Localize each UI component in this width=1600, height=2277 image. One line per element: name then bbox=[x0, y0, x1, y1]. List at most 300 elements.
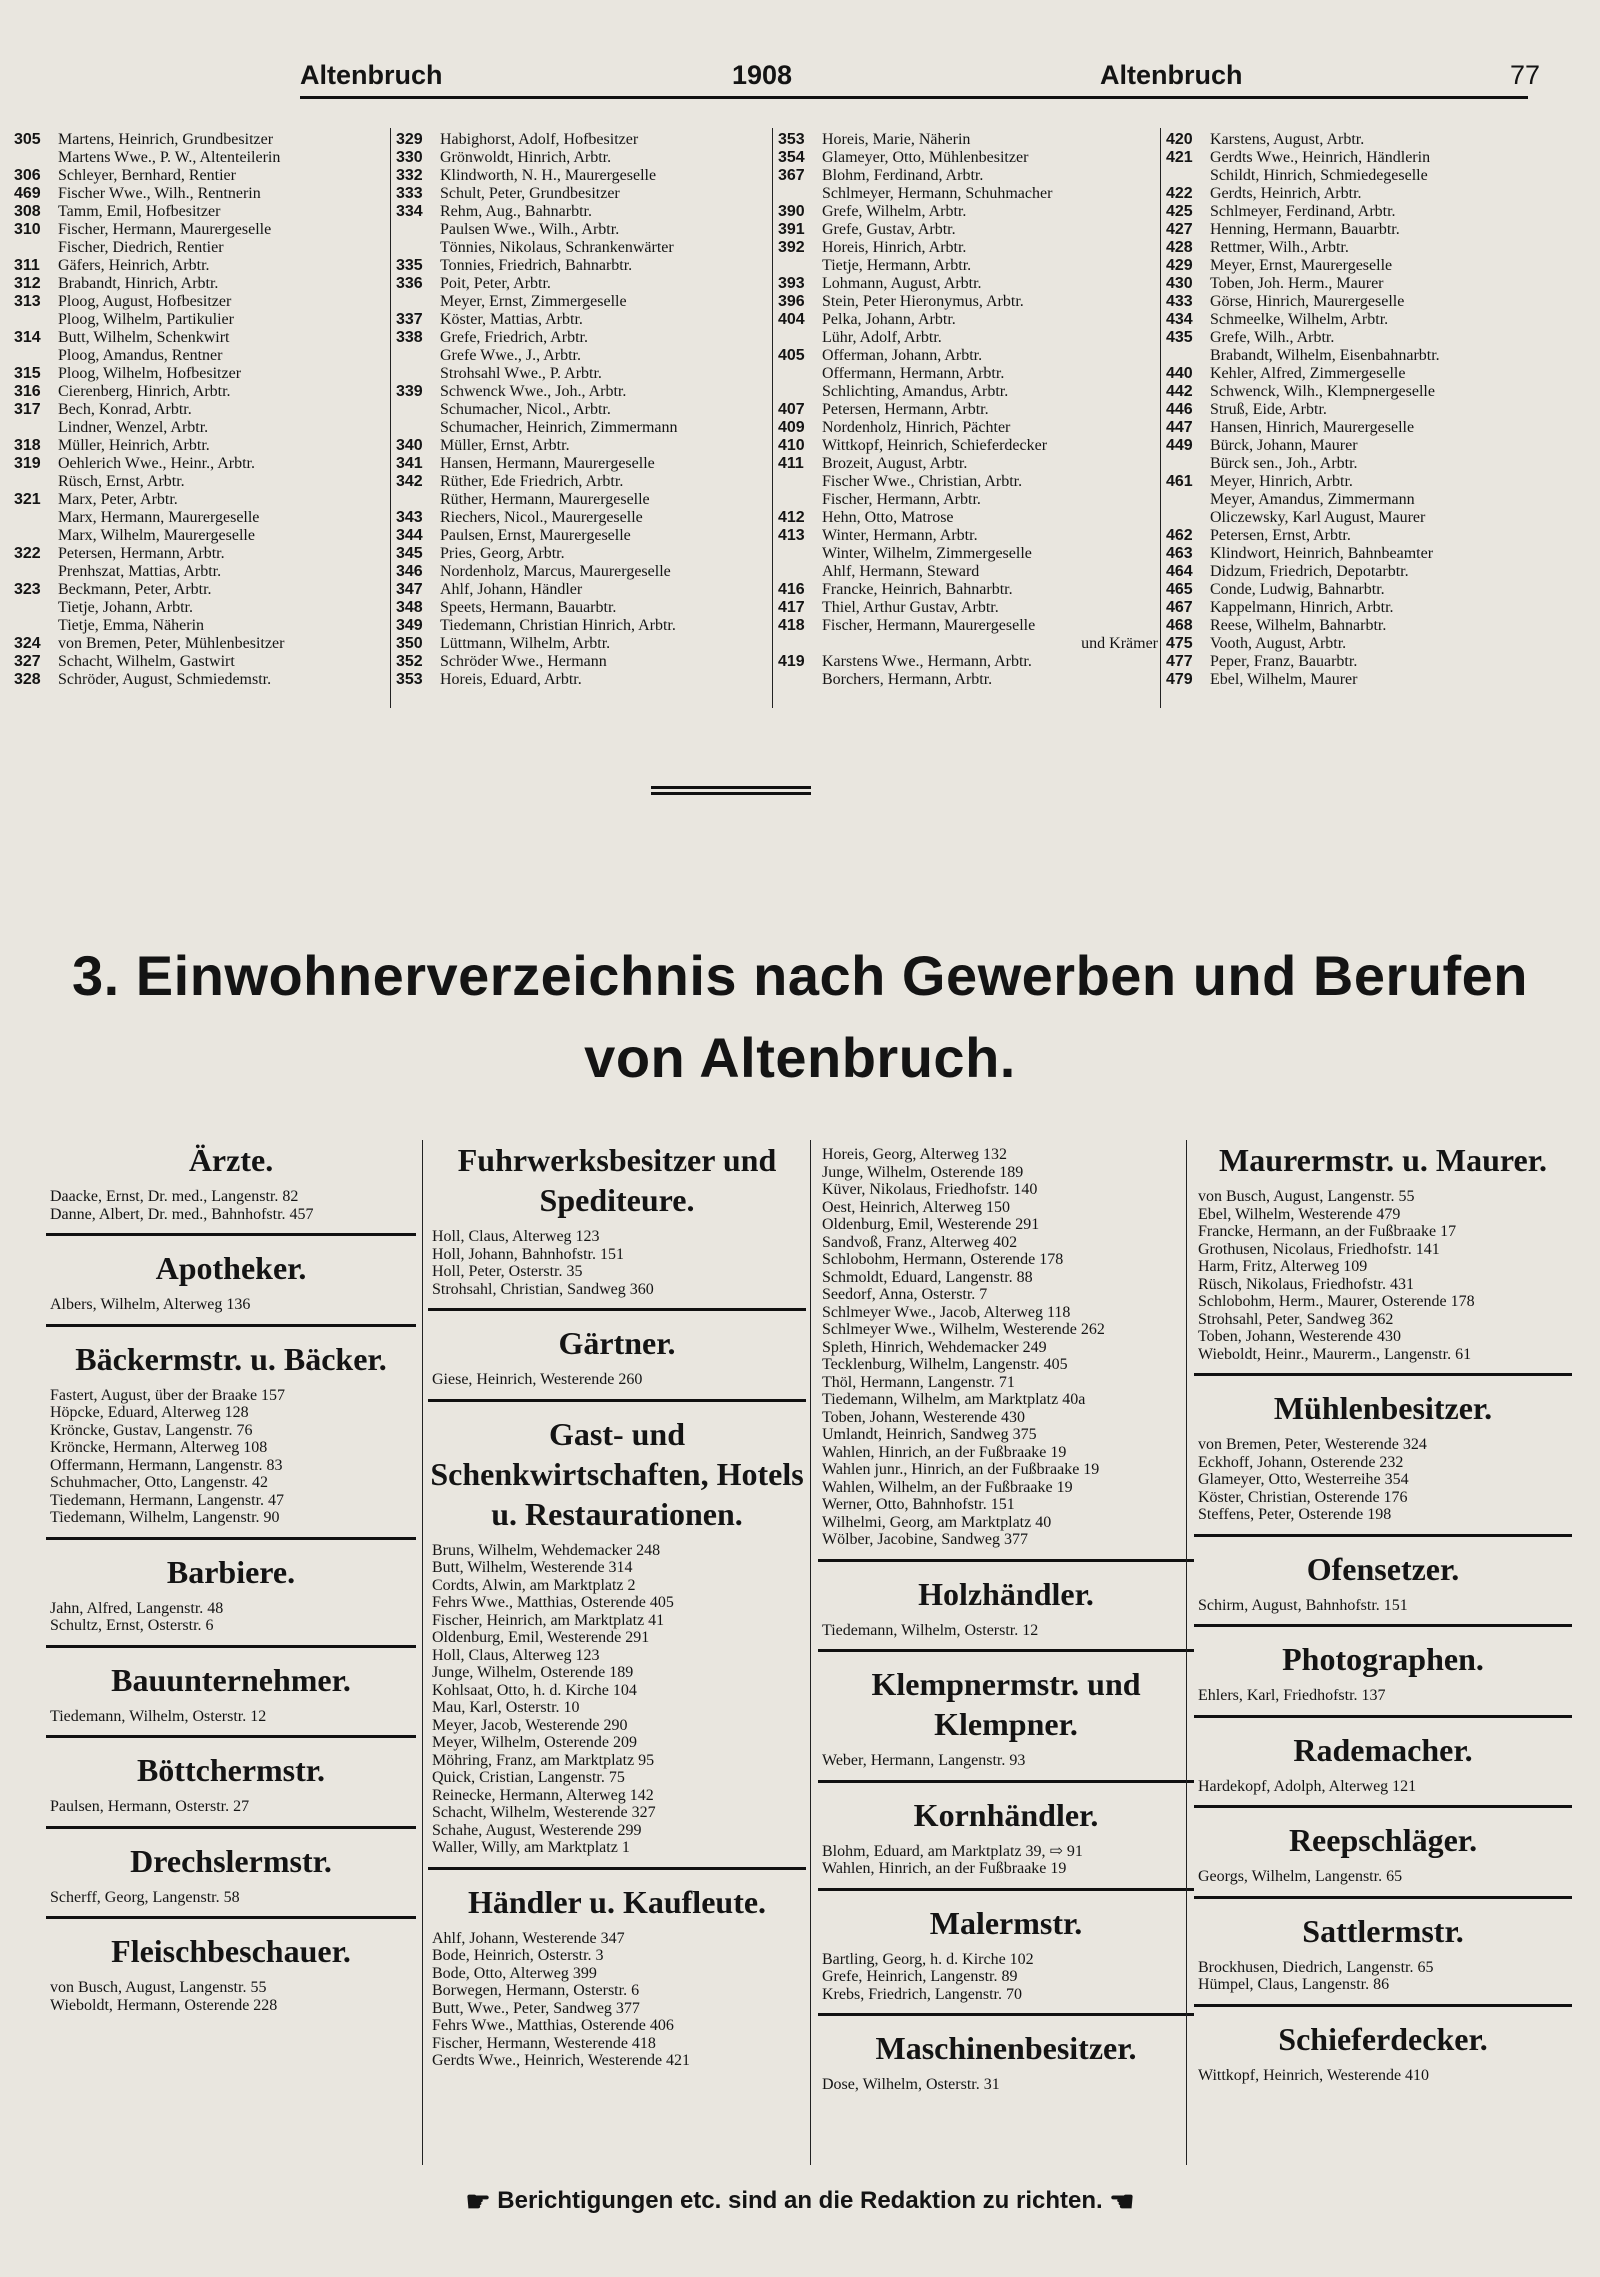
house-entry bbox=[14, 509, 392, 527]
section-title bbox=[0, 935, 1600, 1099]
trade-entry: Meyer, Wilhelm, Osterende 209 bbox=[432, 1734, 638, 1751]
trade-entry: Thöl, Hermann, Langenstr. 71 bbox=[822, 1373, 1015, 1391]
house-entry bbox=[396, 329, 774, 347]
trade-entry: Bruns, Wilhelm, Wehdemacker 248 bbox=[432, 1541, 661, 1559]
house-entry bbox=[396, 581, 774, 599]
resident-text: Glameyer, Otto, Mühlenbesitzer bbox=[822, 149, 1029, 166]
trade-entry: Werner, Otto, Bahnhofstr. 151 bbox=[822, 1496, 1015, 1513]
section-title-line1: 3. Einwohnerverzeichnis nach Gewerben und Berufen bbox=[72, 944, 1528, 1007]
house-entry bbox=[14, 149, 392, 167]
house-entry bbox=[778, 347, 1162, 365]
trade-entry: Offermann, Hermann, Langenstr. 83 bbox=[50, 1456, 283, 1474]
house-number: 324 bbox=[14, 635, 41, 652]
trade-entry: Schuhmacher, Otto, Langenstr. 42 bbox=[50, 1474, 268, 1491]
house-entry bbox=[14, 347, 392, 365]
trade-entry: Butt, Wilhelm, Westerende 314 bbox=[432, 1559, 633, 1576]
house-entry bbox=[1166, 347, 1544, 365]
house-number: 333 bbox=[396, 185, 423, 202]
page-header bbox=[300, 60, 1540, 100]
trade-entry: Möhring, Franz, am Marktplatz 95 bbox=[432, 1751, 655, 1769]
house-number: 464 bbox=[1166, 563, 1193, 580]
trade-entry: Holl, Claus, Alterweg 123 bbox=[432, 1646, 600, 1664]
house-entry bbox=[778, 563, 1162, 581]
house-entry bbox=[1166, 401, 1544, 419]
resident-text: Köster, Mattias, Arbtr. bbox=[440, 311, 583, 328]
house-number: 305 bbox=[14, 131, 41, 148]
house-entry bbox=[1166, 149, 1544, 167]
resident-text: Lühr, Adolf, Arbtr. bbox=[822, 329, 942, 346]
house-number: 348 bbox=[396, 599, 423, 616]
house-number: 346 bbox=[396, 563, 423, 580]
resident-text: Oliczewsky, Karl August, Maurer bbox=[1210, 509, 1426, 526]
house-entry bbox=[396, 185, 774, 203]
resident-text: Conde, Ludwig, Bahnarbtr. bbox=[1210, 581, 1385, 598]
header-rule bbox=[300, 96, 1528, 99]
trade-entry: Tiedemann, Hermann, Langenstr. 47 bbox=[50, 1491, 285, 1509]
house-entry bbox=[1166, 563, 1544, 581]
trade-heading: Kornhändler. bbox=[913, 1796, 1099, 1833]
header-right: Altenbruch bbox=[1100, 60, 1243, 90]
house-number: 367 bbox=[778, 167, 805, 184]
trade-entry: von Busch, August, Langenstr. 55 bbox=[50, 1979, 267, 1996]
house-entry bbox=[778, 221, 1162, 239]
resident-text: Struß, Eide, Arbtr. bbox=[1210, 401, 1327, 418]
trade-entry: Grothusen, Nicolaus, Friedhofstr. 141 bbox=[1198, 1240, 1440, 1258]
trade-heading: Ärzte. bbox=[188, 1142, 274, 1178]
house-column-3 bbox=[778, 131, 1162, 689]
house-entry bbox=[396, 275, 774, 293]
trade-entry: Schirm, August, Bahnhofstr. 151 bbox=[1198, 1596, 1408, 1614]
trade-entry: Meyer, Jacob, Westerende 290 bbox=[432, 1716, 628, 1734]
trade-entry: Schlmeyer Wwe., Wilhelm, Westerende 262 bbox=[822, 1321, 1105, 1338]
trade-entry: Grefe, Heinrich, Langenstr. 89 bbox=[822, 1968, 1018, 1985]
house-number: 404 bbox=[778, 311, 805, 328]
house-entry bbox=[396, 599, 774, 617]
house-number: 442 bbox=[1166, 383, 1193, 400]
house-entry bbox=[14, 185, 392, 203]
trade-entry: von Busch, August, Langenstr. 55 bbox=[1198, 1188, 1415, 1205]
resident-text: Marx, Wilhelm, Maurergeselle bbox=[58, 527, 255, 544]
trade-heading: Böttchermstr. bbox=[136, 1752, 326, 1788]
house-number: 314 bbox=[14, 329, 41, 346]
house-entry bbox=[1166, 617, 1544, 635]
house-entry bbox=[778, 671, 1162, 689]
resident-text: Rüther, Ede Friedrich, Arbtr. bbox=[440, 473, 624, 490]
resident-text: Offerman, Johann, Arbtr. bbox=[822, 347, 983, 364]
resident-text: Vooth, August, Arbtr. bbox=[1210, 635, 1347, 652]
footer-note bbox=[0, 2185, 1600, 2218]
house-entry bbox=[1166, 257, 1544, 275]
house-entry bbox=[14, 545, 392, 563]
house-entry bbox=[1166, 545, 1544, 563]
house-number: 349 bbox=[396, 617, 423, 634]
resident-text: Pelka, Johann, Arbtr. bbox=[822, 311, 956, 328]
trade-heading: Fleischbeschauer. bbox=[111, 1933, 351, 1969]
house-entry bbox=[1166, 419, 1544, 437]
resident-text: Bürck sen., Joh., Arbtr. bbox=[1210, 455, 1358, 472]
house-entry bbox=[1166, 365, 1544, 383]
trade-entry: Kröncke, Hermann, Alterweg 108 bbox=[50, 1439, 268, 1456]
house-entry bbox=[778, 401, 1162, 419]
house-entry bbox=[1166, 221, 1544, 239]
trade-entry: Fehrs Wwe., Matthias, Osterende 406 bbox=[432, 2017, 674, 2034]
trade-heading: Drechslermstr. bbox=[130, 1842, 332, 1879]
house-entry bbox=[778, 185, 1162, 203]
house-entry bbox=[778, 617, 1162, 635]
resident-text: Grefe, Gustav, Arbtr. bbox=[822, 221, 956, 238]
trade-entry: Toben, Johann, Westerende 430 bbox=[1198, 1328, 1402, 1345]
trade-entry: Köster, Christian, Osterende 176 bbox=[1198, 1488, 1408, 1506]
house-entry bbox=[396, 239, 774, 257]
trade-section bbox=[818, 1795, 1194, 1891]
trade-entry: Oldenburg, Emil, Westerende 291 bbox=[822, 1216, 1040, 1233]
house-entry bbox=[1166, 581, 1544, 599]
trade-entry: Schlobohm, Hermann, Osterende 178 bbox=[822, 1251, 1064, 1268]
house-entry bbox=[14, 671, 392, 689]
house-column-1 bbox=[14, 131, 392, 689]
house-entry bbox=[396, 563, 774, 581]
trade-heading: Schieferdecker. bbox=[1278, 2020, 1488, 2057]
trade-entry: Tiedemann, Wilhelm, Langenstr. 90 bbox=[50, 1509, 280, 1526]
house-number: 393 bbox=[778, 275, 805, 292]
trade-section bbox=[46, 1841, 416, 1920]
resident-text: Rehm, Aug., Bahnarbtr. bbox=[440, 203, 592, 220]
house-entry bbox=[14, 329, 392, 347]
resident-text: von Bremen, Peter, Mühlenbesitzer bbox=[58, 635, 285, 652]
house-number: 411 bbox=[778, 455, 804, 472]
resident-text: Borchers, Hermann, Arbtr. bbox=[822, 671, 993, 688]
resident-text: Thiel, Arthur Gustav, Arbtr. bbox=[822, 599, 999, 616]
resident-text: und Krämer bbox=[1081, 635, 1158, 652]
resident-text: Müller, Heinrich, Arbtr. bbox=[58, 437, 210, 454]
house-entry bbox=[396, 257, 774, 275]
trade-entry: Georgs, Wilhelm, Langenstr. 65 bbox=[1198, 1868, 1403, 1885]
house-number: 416 bbox=[778, 581, 805, 598]
trade-entry: Blohm, Eduard, am Marktplatz 39, ⇨ 91 bbox=[822, 1842, 1083, 1860]
house-number: 322 bbox=[14, 545, 41, 562]
house-number: 354 bbox=[778, 149, 805, 166]
trade-entry: Quick, Cristian, Langenstr. 75 bbox=[432, 1769, 625, 1786]
house-number: 407 bbox=[778, 401, 805, 418]
resident-text: Francke, Heinrich, Bahnarbtr. bbox=[822, 581, 1013, 598]
house-number: 321 bbox=[14, 491, 41, 508]
house-number: 353 bbox=[396, 671, 423, 688]
resident-text: Offermann, Hermann, Arbtr. bbox=[822, 365, 1005, 382]
trade-entry: Scherff, Georg, Langenstr. 58 bbox=[50, 1888, 240, 1906]
house-entry bbox=[14, 383, 392, 401]
house-number: 313 bbox=[14, 293, 41, 310]
house-entry bbox=[778, 491, 1162, 509]
resident-text: Paulsen, Ernst, Maurergeselle bbox=[440, 527, 631, 544]
house-number: 391 bbox=[778, 221, 805, 238]
house-entry bbox=[14, 221, 392, 239]
house-number: 420 bbox=[1166, 131, 1193, 148]
house-entry bbox=[778, 635, 1162, 653]
resident-text: Tietje, Johann, Arbtr. bbox=[58, 599, 193, 616]
trade-entry: Krebs, Friedrich, Langenstr. 70 bbox=[822, 1985, 1022, 2003]
trade-entry: Rüsch, Nikolaus, Friedhofstr. 431 bbox=[1198, 1275, 1414, 1293]
house-number: 312 bbox=[14, 275, 41, 292]
resident-text: Schildt, Hinrich, Schmiedegeselle bbox=[1210, 167, 1428, 184]
house-entry bbox=[778, 167, 1162, 185]
trade-entry: Küver, Nikolaus, Friedhofstr. 140 bbox=[822, 1181, 1038, 1198]
house-number: 447 bbox=[1166, 419, 1193, 436]
house-entry bbox=[396, 293, 774, 311]
resident-text: Schumacher, Heinrich, Zimmermann bbox=[440, 419, 678, 436]
trade-entry: von Bremen, Peter, Westerende 324 bbox=[1198, 1436, 1427, 1453]
resident-text: Gerdts Wwe., Heinrich, Händlerin bbox=[1210, 149, 1431, 166]
house-entry bbox=[778, 329, 1162, 347]
resident-text: Pries, Georg, Arbtr. bbox=[440, 545, 565, 562]
column-divider bbox=[1186, 1140, 1187, 2165]
house-number: 465 bbox=[1166, 581, 1193, 598]
house-number: 434 bbox=[1166, 311, 1193, 328]
house-entry bbox=[1166, 383, 1544, 401]
resident-text: Didzum, Friedrich, Depotarbtr. bbox=[1210, 563, 1409, 580]
house-number: 412 bbox=[778, 509, 805, 526]
trade-entry: Oest, Heinrich, Alterweg 150 bbox=[822, 1198, 1010, 1216]
trade-entry: Tiedemann, Wilhelm, am Marktplatz 40a bbox=[822, 1391, 1086, 1408]
house-entry bbox=[396, 527, 774, 545]
trade-entry: Holl, Peter, Osterstr. 35 bbox=[432, 1263, 583, 1280]
house-number: 461 bbox=[1166, 473, 1193, 490]
house-entry bbox=[1166, 167, 1544, 185]
resident-text: Bech, Konrad, Arbtr. bbox=[58, 401, 192, 418]
house-number: 475 bbox=[1166, 635, 1193, 652]
trade-entry: Mau, Karl, Osterstr. 10 bbox=[432, 1699, 580, 1716]
house-entry bbox=[14, 599, 392, 617]
resident-text: Bürck, Johann, Maurer bbox=[1210, 437, 1358, 454]
house-entry bbox=[396, 131, 774, 149]
resident-text: Schwenck Wwe., Joh., Arbtr. bbox=[440, 383, 627, 400]
resident-text: Ploog, Wilhelm, Hofbesitzer bbox=[58, 365, 242, 382]
house-number: 335 bbox=[396, 257, 423, 274]
resident-text: Peper, Franz, Bauarbtr. bbox=[1210, 653, 1358, 670]
house-entry bbox=[396, 221, 774, 239]
house-entry bbox=[14, 203, 392, 221]
trade-entry: Hardekopf, Adolph, Alterweg 121 bbox=[1198, 1777, 1417, 1795]
column-divider bbox=[1160, 128, 1161, 708]
trade-entry: Wieboldt, Heinr., Maurerm., Langenstr. 61 bbox=[1198, 1345, 1472, 1363]
house-number: 340 bbox=[396, 437, 423, 454]
house-number: 319 bbox=[14, 455, 41, 472]
trade-entry: Dose, Wilhelm, Osterstr. 31 bbox=[822, 2076, 1000, 2093]
house-number: 446 bbox=[1166, 401, 1193, 418]
trade-section bbox=[46, 1660, 416, 1739]
resident-text: Prenhszat, Mattias, Arbtr. bbox=[58, 563, 222, 580]
resident-text: Gerdts, Heinrich, Arbtr. bbox=[1210, 185, 1362, 202]
house-number: 337 bbox=[396, 311, 423, 328]
trade-section bbox=[46, 1931, 416, 2024]
trade-entry: Junge, Wilhelm, Osterende 189 bbox=[432, 1664, 634, 1681]
house-entry bbox=[1166, 671, 1544, 689]
house-number: 396 bbox=[778, 293, 805, 310]
resident-text: Horeis, Eduard, Arbtr. bbox=[440, 671, 582, 688]
trade-entry: Horeis, Georg, Alterweg 132 bbox=[822, 1146, 1007, 1163]
house-number: 318 bbox=[14, 437, 41, 454]
house-entry bbox=[1166, 203, 1544, 221]
resident-text: Meyer, Ernst, Zimmergeselle bbox=[440, 293, 627, 310]
resident-text: Blohm, Ferdinand, Arbtr. bbox=[822, 167, 984, 184]
house-entry bbox=[1166, 437, 1544, 455]
resident-text: Cierenberg, Hinrich, Arbtr. bbox=[58, 383, 231, 400]
trade-entry: Borwegen, Hermann, Osterstr. 6 bbox=[432, 1982, 640, 1999]
house-number: 316 bbox=[14, 383, 41, 400]
trade-section bbox=[818, 2028, 1194, 2104]
trade-entry: Eckhoff, Johann, Osterende 232 bbox=[1198, 1453, 1404, 1471]
trade-section bbox=[1194, 1730, 1572, 1809]
trade-entry: Waller, Willy, am Marktplatz 1 bbox=[432, 1839, 630, 1856]
house-number: 390 bbox=[778, 203, 805, 220]
house-entry bbox=[396, 383, 774, 401]
trade-entry: Ebel, Wilhelm, Westerende 479 bbox=[1198, 1205, 1401, 1223]
trade-section bbox=[1194, 1911, 1572, 2007]
house-number: 311 bbox=[14, 257, 40, 274]
pointing-hand-right-icon: ☛ bbox=[465, 2186, 491, 2217]
resident-text: Tamm, Emil, Hofbesitzer bbox=[58, 203, 221, 220]
house-number: 463 bbox=[1166, 545, 1193, 562]
house-number: 347 bbox=[396, 581, 423, 598]
column-divider bbox=[810, 1140, 811, 2165]
trade-section bbox=[1194, 1140, 1572, 1376]
resident-text: Strohsahl Wwe., P. Arbtr. bbox=[440, 365, 602, 382]
trade-heading: Reepschläger. bbox=[1288, 1822, 1478, 1858]
trade-section bbox=[818, 1664, 1194, 1783]
house-column-2 bbox=[396, 131, 774, 689]
house-number: 329 bbox=[396, 131, 423, 148]
house-number: 341 bbox=[396, 455, 423, 472]
house-number: 479 bbox=[1166, 671, 1193, 688]
trade-entry: Toben, Johann, Westerende 430 bbox=[822, 1408, 1026, 1426]
trade-entry: Daacke, Ernst, Dr. med., Langenstr. 82 bbox=[50, 1188, 299, 1205]
house-entry bbox=[396, 311, 774, 329]
house-entry bbox=[396, 437, 774, 455]
resident-text: Gäfers, Heinrich, Arbtr. bbox=[58, 257, 210, 274]
house-number: 308 bbox=[14, 203, 41, 220]
resident-text: Grefe, Friedrich, Arbtr. bbox=[440, 329, 588, 346]
trade-entry: Ehlers, Karl, Friedhofstr. 137 bbox=[1198, 1687, 1386, 1704]
house-entry bbox=[778, 383, 1162, 401]
resident-text: Marx, Peter, Arbtr. bbox=[58, 491, 178, 508]
house-number: 352 bbox=[396, 653, 423, 670]
resident-text: Ahlf, Johann, Händler bbox=[440, 581, 583, 598]
trade-entry: Wieboldt, Hermann, Osterende 228 bbox=[50, 1996, 278, 2014]
resident-text: Ebel, Wilhelm, Maurer bbox=[1210, 671, 1358, 688]
resident-text: Meyer, Amandus, Zimmermann bbox=[1210, 491, 1415, 508]
house-entry bbox=[14, 581, 392, 599]
resident-text: Fischer, Hermann, Arbtr. bbox=[822, 491, 981, 508]
house-entry bbox=[396, 653, 774, 671]
trade-entry: Harm, Fritz, Alterweg 109 bbox=[1198, 1258, 1368, 1275]
column-divider bbox=[772, 128, 773, 708]
trade-entry: Wahlen, Hinrich, an der Fußbraake 19 bbox=[822, 1860, 1067, 1877]
trade-entry: Schmoldt, Eduard, Langenstr. 88 bbox=[822, 1268, 1033, 1286]
resident-text: Fischer, Hermann, Maurergeselle bbox=[822, 617, 1036, 634]
house-entry bbox=[778, 599, 1162, 617]
house-number: 421 bbox=[1166, 149, 1193, 166]
resident-text: Oehlerich Wwe., Heinr., Arbtr. bbox=[58, 455, 255, 472]
house-number: 343 bbox=[396, 509, 423, 526]
house-entry bbox=[14, 167, 392, 185]
header-left: Altenbruch bbox=[300, 60, 443, 90]
resident-text: Tönnies, Nikolaus, Schrankenwärter bbox=[440, 239, 674, 256]
house-entry bbox=[14, 455, 392, 473]
house-entry bbox=[1166, 509, 1544, 527]
resident-text: Henning, Hermann, Bauarbtr. bbox=[1210, 221, 1400, 238]
resident-text: Brozeit, August, Arbtr. bbox=[822, 455, 968, 472]
trade-entry: Glameyer, Otto, Westerreihe 354 bbox=[1198, 1471, 1409, 1488]
resident-text: Winter, Wilhelm, Zimmergeselle bbox=[822, 545, 1032, 562]
section-separator bbox=[651, 786, 811, 795]
resident-text: Schwenck, Wilh., Klempnergeselle bbox=[1210, 383, 1435, 400]
resident-text: Hehn, Otto, Matrose bbox=[822, 509, 954, 526]
resident-text: Kappelmann, Hinrich, Arbtr. bbox=[1210, 599, 1394, 616]
trade-entry: Wölber, Jacobine, Sandweg 377 bbox=[822, 1531, 1028, 1548]
house-entry bbox=[14, 617, 392, 635]
resident-text: Petersen, Hermann, Arbtr. bbox=[822, 401, 989, 418]
house-entry bbox=[778, 275, 1162, 293]
house-number: 430 bbox=[1166, 275, 1193, 292]
house-entry bbox=[1166, 455, 1544, 473]
trade-entry: Paulsen, Hermann, Osterstr. 27 bbox=[50, 1798, 250, 1815]
resident-text: Schleyer, Bernhard, Rentier bbox=[58, 167, 236, 184]
house-entry bbox=[396, 617, 774, 635]
trade-heading: Malermstr. bbox=[929, 1904, 1083, 1941]
resident-text: Ploog, Wilhelm, Partikulier bbox=[58, 311, 234, 328]
resident-text: Müller, Ernst, Arbtr. bbox=[440, 437, 570, 454]
trade-entry: Weber, Hermann, Langenstr. 93 bbox=[822, 1752, 1026, 1769]
house-entry bbox=[396, 347, 774, 365]
house-entry bbox=[778, 311, 1162, 329]
resident-text: Görse, Hinrich, Maurergeselle bbox=[1210, 293, 1405, 310]
house-number: 338 bbox=[396, 329, 423, 346]
trade-entry: Bartling, Georg, h. d. Kirche 102 bbox=[822, 1950, 1034, 1968]
resident-text: Schumacher, Nicol., Arbtr. bbox=[440, 401, 611, 418]
resident-text: Schröder, August, Schmiedemstr. bbox=[58, 671, 272, 688]
column-divider bbox=[390, 128, 391, 708]
resident-text: Ahlf, Hermann, Steward bbox=[822, 563, 980, 580]
trade-entry: Danne, Albert, Dr. med., Bahnhofstr. 457 bbox=[50, 1205, 314, 1223]
house-number: 422 bbox=[1166, 185, 1193, 202]
resident-text: Kehler, Alfred, Zimmergeselle bbox=[1210, 365, 1406, 382]
house-entry bbox=[1166, 185, 1544, 203]
trade-heading: Maschinenbesitzer. bbox=[875, 2030, 1137, 2066]
house-number: 468 bbox=[1166, 617, 1193, 634]
house-entry bbox=[14, 131, 392, 149]
trade-entry: Fastert, August, über der Braake 157 bbox=[50, 1386, 286, 1404]
trade-heading: Barbiere. bbox=[166, 1553, 296, 1590]
resident-text: Stein, Peter Hieronymus, Arbtr. bbox=[822, 293, 1024, 310]
resident-text: Petersen, Ernst, Arbtr. bbox=[1210, 527, 1351, 544]
house-entry bbox=[778, 149, 1162, 167]
trade-section bbox=[818, 1146, 1194, 1562]
house-entry bbox=[14, 257, 392, 275]
house-number: 328 bbox=[14, 671, 41, 688]
house-entry bbox=[396, 509, 774, 527]
resident-text: Klindwort, Heinrich, Bahnbeamter bbox=[1210, 545, 1434, 562]
resident-text: Reese, Wilhelm, Bahnarbtr. bbox=[1210, 617, 1387, 634]
trade-section bbox=[46, 1339, 416, 1540]
trade-entry: Tiedemann, Wilhelm, Osterstr. 12 bbox=[50, 1707, 267, 1725]
trade-entry: Brockhusen, Diedrich, Langenstr. 65 bbox=[1198, 1958, 1434, 1976]
resident-text: Fischer Wwe., Christian, Arbtr. bbox=[822, 473, 1023, 490]
resident-text: Martens Wwe., P. W., Altenteilerin bbox=[58, 149, 281, 166]
resident-text: Rüsch, Ernst, Arbtr. bbox=[58, 473, 185, 490]
house-number: 433 bbox=[1166, 293, 1193, 310]
trade-section bbox=[428, 1323, 806, 1402]
resident-text: Grefe, Wilhelm, Arbtr. bbox=[822, 203, 967, 220]
trade-entry: Höpcke, Eduard, Alterweg 128 bbox=[50, 1404, 249, 1421]
